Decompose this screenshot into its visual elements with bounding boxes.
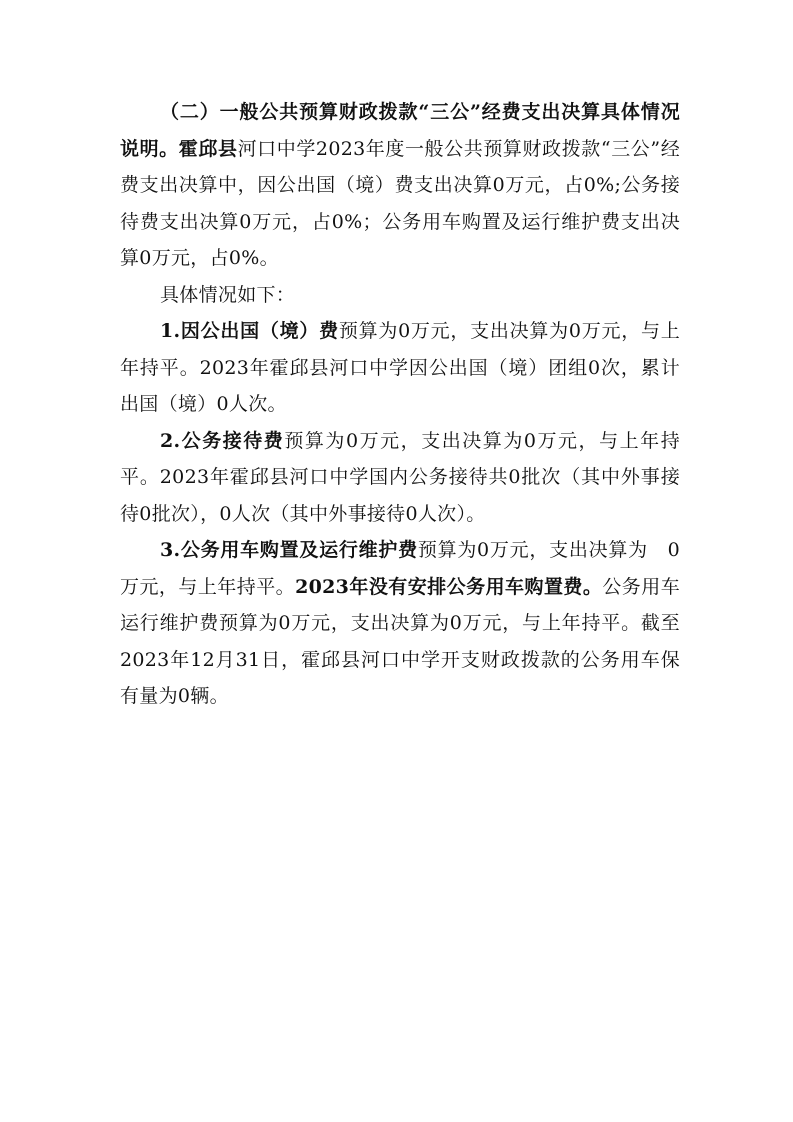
item-1-paragraph [120, 313, 680, 423]
item-2-text: 预算为0万元，支出决算为0万元，与上年持平。2023年霍邱县河口中学国内公务接待共0批次（其中外事接待0批次），0人次（其中外事接待0人次）。 [120, 429, 681, 525]
item-1-heading: 1.因公出国（境）费 [160, 320, 339, 342]
item-2-paragraph [120, 423, 680, 533]
item-3-bold-note: 2023年没有安排公务用车购置费。 [295, 575, 603, 598]
section-intro-text: 河口中学2023年度一般公共预算财政拨款“三公”经费支出决算中，因公出国（境）费支出决算0万元，占0%;公务接待费支出决算0万元，占0%；公务用车购置及运行维护费支出决算0万元，占0%。 [120, 137, 680, 269]
section-intro-paragraph [120, 94, 680, 277]
section-heading: （二）一般公共预算财政拨款“三公”经费支出决算具体情况说明。霍邱县 [120, 101, 680, 160]
document-body [120, 94, 680, 715]
item-3-text-c: 公务用车运行维护费预算为0万元，支出决算为0万元，与上年持平。截至2023年12月31日，霍邱县河口中学开支财政拨款的公务用车保有量为0辆。 [120, 575, 681, 707]
item-1-text: 预算为0万元，支出决算为0万元，与上年持平。2023年霍邱县河口中学因公出国（境）团组0次，累计出国（境）0人次。 [120, 320, 680, 415]
item-3-text-a: 预算为0万元，支出决算为 0万元，与上年持平。 [120, 539, 680, 598]
item-3-paragraph [120, 532, 680, 715]
item-2-heading: 2.公务接待费 [160, 429, 285, 452]
details-intro-text: 具体情况如下： [160, 283, 296, 306]
item-3-heading: 3.公务用车购置及运行维护费 [160, 539, 418, 561]
details-intro-paragraph [120, 277, 680, 314]
